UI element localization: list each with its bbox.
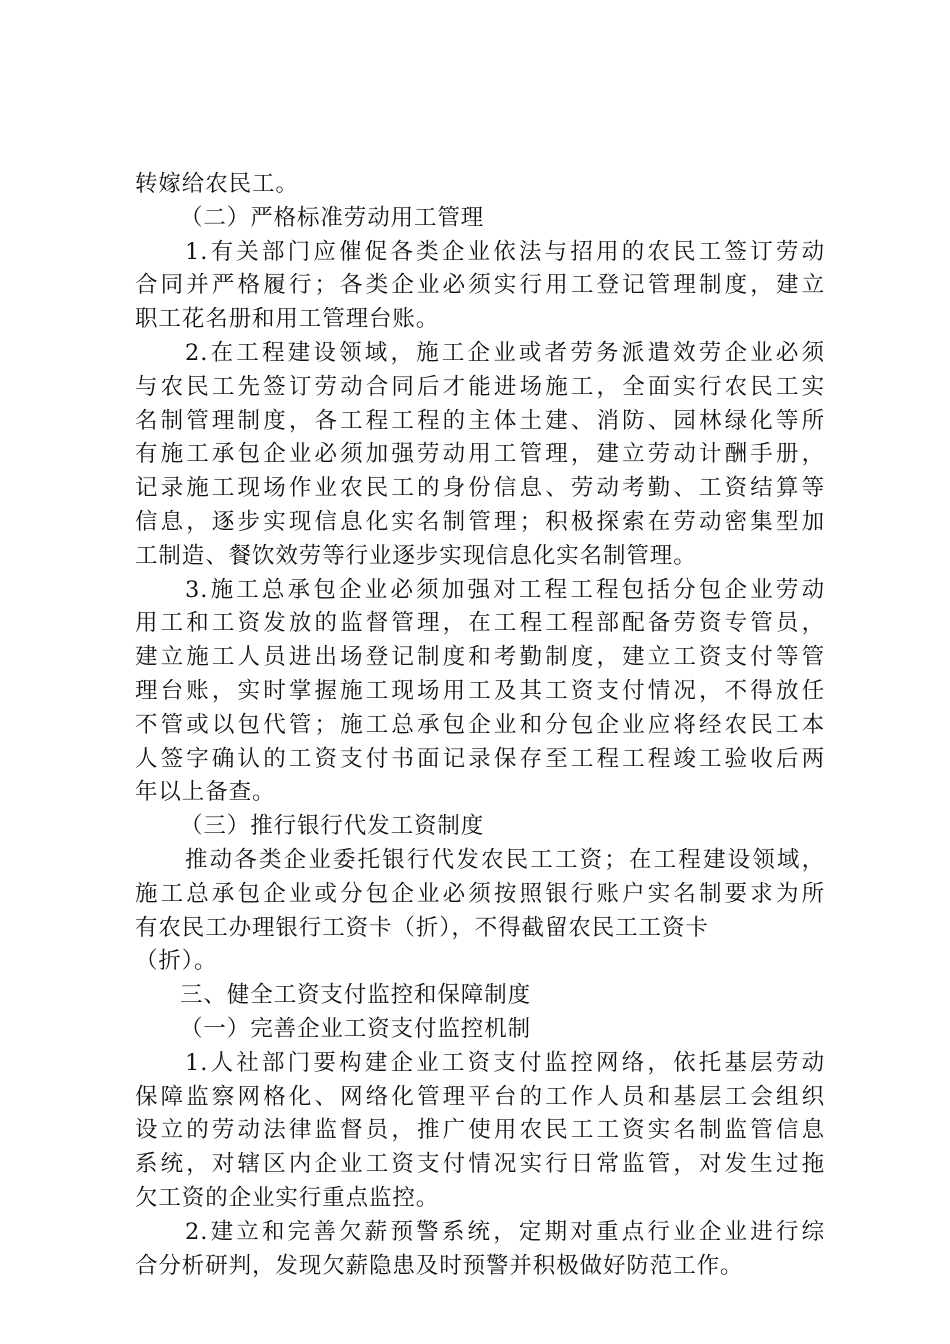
text-line: 1.有关部门应催促各类企业依法与招用的农民工签订劳动: [185, 238, 825, 265]
text-line: （折）。: [135, 948, 218, 975]
text-line: 与农民工先签订劳动合同后才能进场施工，全面实行农民工实: [135, 373, 825, 400]
text-line: 设立的劳动法律监督员，推广使用农民工工资实名制监管信息: [135, 1117, 825, 1144]
text-line: 系统，对辖区内企业工资支付情况实行日常监管，对发生过拖: [135, 1151, 825, 1178]
text-line: 名制管理制度，各工程工程的主体土建、消防、园林绿化等所: [135, 407, 825, 434]
text-line: 信息，逐步实现信息化实名制管理；积极探索在劳动密集型加: [135, 508, 825, 535]
text-line: 推动各类企业委托银行代发农民工工资；在工程建设领域，: [185, 846, 825, 873]
text-line: 记录施工现场作业农民工的身份信息、劳动考勤、工资结算等: [135, 475, 825, 502]
text-line: 3.施工总承包企业必须加强对工程工程包括分包企业劳动: [185, 576, 825, 603]
text-line: 2.建立和完善欠薪预警系统，定期对重点行业企业进行综: [185, 1218, 825, 1245]
text-line: 合同并严格履行；各类企业必须实行用工登记管理制度，建立: [135, 272, 825, 299]
text-line: 工制造、餐饮效劳等行业逐步实现信息化实名制管理。: [135, 542, 697, 569]
text-line: 三、健全工资支付监控和保障制度: [180, 982, 532, 1009]
text-line: 有农民工办理银行工资卡（折），不得截留农民工工资卡: [135, 914, 709, 941]
text-line: 保障监察网格化、网络化管理平台的工作人员和基层工会组织: [135, 1083, 825, 1110]
text-line: 1.人社部门要构建企业工资支付监控网络，依托基层劳动: [185, 1049, 825, 1076]
text-line: 有施工承包企业必须加强劳动用工管理，建立劳动计酬手册，: [135, 441, 825, 468]
text-line: 合分析研判，发现欠薪隐患及时预警并积极做好防范工作。: [135, 1252, 744, 1279]
text-line: 施工总承包企业或分包企业必须按照银行账户实名制要求为所: [135, 880, 825, 907]
text-line: 职工花名册和用工管理台账。: [135, 306, 440, 333]
text-line: 建立施工人员进出场登记制度和考勤制度，建立工资支付等管: [135, 644, 825, 671]
text-line: 用工和工资发放的监督管理，在工程工程部配备劳资专管员，: [135, 610, 825, 637]
text-line: （三）推行银行代发工资制度: [180, 813, 485, 840]
text-line: 人签字确认的工资支付书面记录保存至工程工程竣工验收后两: [135, 745, 825, 772]
text-line: 2.在工程建设领域，施工企业或者劳务派遣效劳企业必须: [185, 339, 825, 366]
text-line: 理台账，实时掌握施工现场用工及其工资支付情况，不得放任: [135, 677, 825, 704]
text-line: （二）严格标准劳动用工管理: [180, 204, 485, 231]
document-page: [135, 168, 825, 1283]
text-line: （一）完善企业工资支付监控机制: [180, 1015, 532, 1042]
text-line: 不管或以包代管；施工总承包企业和分包企业应将经农民工本: [135, 711, 825, 738]
text-line: 欠工资的企业实行重点监控。: [135, 1184, 440, 1211]
text-line: 转嫁给农民工。: [135, 171, 299, 197]
text-line: 年以上备查。: [135, 779, 276, 806]
